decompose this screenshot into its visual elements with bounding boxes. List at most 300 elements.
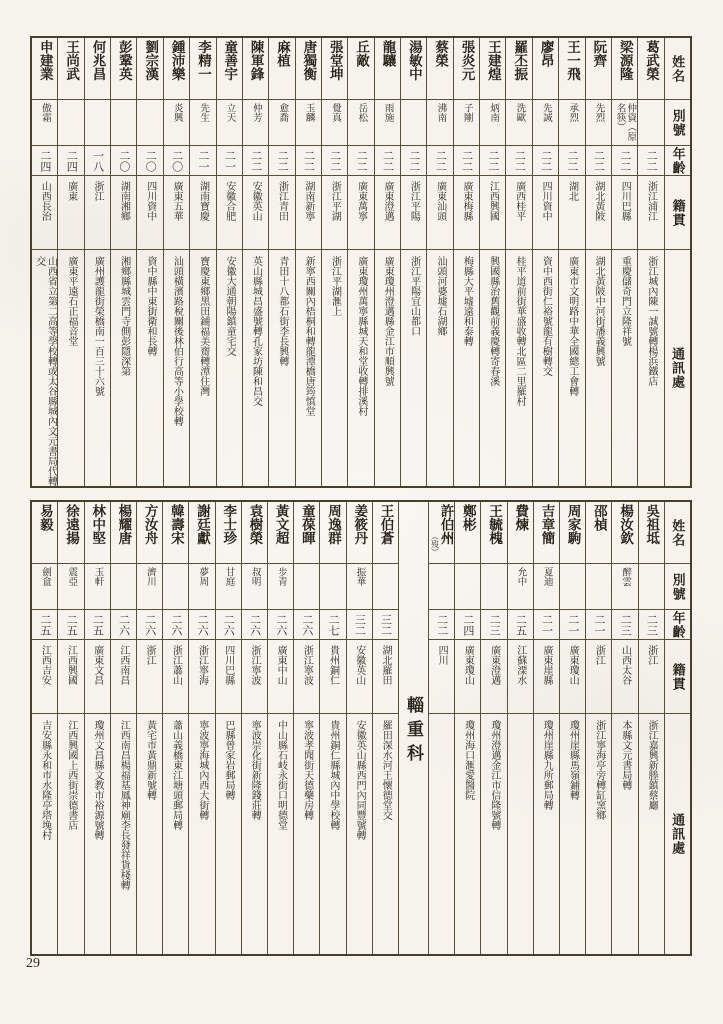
person-column [136, 502, 162, 954]
person-native-place: 廣東瓊山 [567, 645, 579, 685]
person-note: （歿） [430, 532, 440, 556]
section-divider [398, 502, 428, 954]
person-native-cell [294, 640, 319, 714]
person-address-cell [32, 250, 57, 486]
person-name-cell [401, 38, 426, 100]
person-name: 鍾沛樂 [169, 40, 185, 81]
person-age: 二二 [249, 150, 262, 172]
person-age: 二二 [328, 150, 341, 172]
person-column [242, 38, 268, 486]
person-alias-cell [586, 100, 611, 146]
person-address-cell [638, 250, 663, 486]
person-name-cell [586, 502, 611, 564]
person-name-cell [320, 502, 345, 564]
person-name-cell [296, 38, 321, 100]
person-age: 二〇 [170, 150, 183, 172]
person-age: 二六 [117, 614, 130, 636]
person-native-cell [586, 640, 611, 714]
person-native-cell [269, 176, 294, 250]
section-divider-label: 輜重科 [403, 695, 423, 768]
person-alias-cell [296, 100, 321, 146]
person-name-cell [586, 38, 611, 100]
person-column [611, 38, 637, 486]
person-address: 江西南昌楊福基鳳神廟李長發祥貨棧轉 [118, 720, 130, 890]
person-native-cell [322, 176, 347, 250]
person-age: 二三 [619, 614, 632, 636]
person-native-place: 廣東 [65, 181, 77, 201]
person-alias-cell [294, 564, 319, 610]
person-native-place: 湖北羅田 [379, 645, 391, 685]
person-address-cell [269, 250, 294, 486]
person-column [162, 502, 188, 954]
person-address: 浙江平湖滙上 [329, 256, 341, 316]
person-alias: 覺真 [329, 103, 340, 122]
person-alias: 洗歐 [514, 103, 525, 122]
person-age-cell [429, 610, 454, 640]
person-name-cell [481, 502, 506, 564]
person-alias-cell [217, 100, 242, 146]
person-address: 廣東瓊州澄邁縣金江市順興號 [382, 256, 394, 386]
person-name-cell [480, 38, 505, 100]
person-alias-cell [559, 100, 584, 146]
person-native-cell [481, 640, 506, 714]
person-native-cell [401, 176, 426, 250]
person-alias: 沸南 [435, 103, 446, 122]
person-alias-cell [612, 564, 637, 610]
person-name: 韓壽宋 [168, 504, 184, 545]
person-name-cell [454, 38, 479, 100]
person-age: 二六 [222, 614, 235, 636]
row-label-address: 通訊處 [669, 347, 685, 389]
person-address-cell [268, 714, 293, 954]
person-alias-cell [586, 564, 611, 610]
person-native-place: 廣東澄邁 [381, 181, 393, 221]
person-age-cell [320, 610, 345, 640]
person-address-cell [347, 714, 372, 954]
person-address-cell [534, 714, 559, 954]
person-address: 寧波寧海城內西大街轉 [196, 720, 208, 820]
person-alias: 步青 [275, 567, 286, 586]
person-age: 三二 [379, 614, 392, 636]
person-age-cell [296, 146, 321, 176]
person-address: 吉安縣永和市水隆亭塔堍村 [39, 720, 51, 840]
person-address: 浙江嘉興新塍鎮蔡廳 [646, 720, 658, 810]
person-age-cell [373, 610, 398, 640]
person-alias-cell [32, 100, 57, 146]
person-address-cell [612, 250, 637, 486]
person-name: 李士珍 [221, 504, 237, 545]
person-column [347, 38, 373, 486]
person-name-cell [375, 38, 400, 100]
person-name: 阮齊 [591, 40, 607, 67]
person-age: 二一 [566, 614, 579, 636]
person-address-cell [375, 250, 400, 486]
person-name: 麻植 [275, 40, 291, 67]
person-name: 梁源隆 [617, 40, 633, 81]
person-address: 重慶儲奇門立隆祥號 [619, 256, 631, 346]
person-address-cell [294, 714, 319, 954]
person-address-cell [111, 250, 136, 486]
person-age-cell [508, 610, 533, 640]
person-age-cell [111, 610, 136, 640]
person-alias-cell [58, 100, 83, 146]
person-age-cell [137, 146, 162, 176]
person-native-place: 浙江寧波 [301, 645, 313, 685]
person-native-place: 湖南湘鄉 [118, 181, 130, 221]
person-age-cell [427, 146, 452, 176]
person-column [215, 502, 241, 954]
person-age-cell [506, 146, 531, 176]
person-native-place: 廣東梅縣 [461, 181, 473, 221]
person-age-cell [85, 146, 110, 176]
person-address-cell [137, 714, 162, 954]
person-alias: 雨施 [382, 103, 393, 122]
person-age: 二四 [65, 150, 78, 172]
person-alias-cell [32, 564, 57, 610]
person-age: 二六 [196, 614, 209, 636]
person-native-place: 浙江青田 [276, 181, 288, 221]
person-age-cell [217, 146, 242, 176]
person-age-cell [189, 610, 214, 640]
person-age: 二五 [65, 614, 78, 636]
person-name: 周逸群 [326, 504, 342, 545]
person-age-cell [639, 610, 664, 640]
person-address-cell [189, 714, 214, 954]
row-label-native: 籍貫 [670, 198, 686, 227]
person-name: 許伯州 [438, 504, 454, 545]
person-column [532, 38, 558, 486]
person-name-cell [190, 38, 215, 100]
person-age: 二二 [539, 150, 552, 172]
person-native-cell [85, 176, 110, 250]
person-name: 湯敏中 [406, 40, 422, 81]
roster-table-top [30, 36, 692, 488]
person-native-place: 浙江平湖 [329, 181, 341, 221]
person-native-place: 四川巴縣 [619, 181, 631, 221]
person-address: 羅田深水河王懷德堂交 [380, 720, 392, 820]
row-label-age: 年齡 [670, 146, 686, 175]
person-native-cell [506, 176, 531, 250]
person-address: 巴縣曾家岩郵局轉 [223, 720, 235, 800]
person-age: 二〇 [117, 150, 130, 172]
person-address-cell [85, 714, 110, 954]
person-name: 葛武榮 [644, 40, 660, 81]
person-age: 二二 [435, 614, 448, 636]
person-column [57, 502, 83, 954]
person-age: 二三 [645, 614, 658, 636]
person-address-cell [481, 714, 506, 954]
person-native-place: 四川巴縣 [222, 645, 234, 685]
person-name-cell [137, 38, 162, 100]
person-name: 易毅 [37, 504, 53, 531]
person-alias: 仲芳 [250, 103, 261, 122]
row-header-column [664, 38, 690, 486]
person-address: 黃宅市黃鼎新號轉 [144, 720, 156, 800]
person-address: 資中縣中東街衛和長轉 [145, 256, 157, 356]
person-native-cell [586, 176, 611, 250]
person-alias-cell [58, 564, 83, 610]
person-age: 二六 [169, 614, 182, 636]
person-native-place: 湖北黃陂 [592, 181, 604, 221]
person-native-place: 廣東澄邁 [488, 645, 500, 685]
person-name-cell [216, 502, 241, 564]
person-address-cell [322, 250, 347, 486]
person-address-cell [58, 714, 83, 954]
person-native-place: 廣東萬寧 [355, 181, 367, 221]
person-age-cell [137, 610, 162, 640]
person-alias: 震亞 [66, 567, 77, 586]
person-address-cell [58, 250, 83, 486]
person-name-cell [32, 38, 57, 100]
row-label-native: 籍貫 [670, 662, 686, 691]
person-address: 瓊州澄邁金江市信隆號轉 [488, 720, 500, 830]
person-column [136, 38, 162, 486]
person-native-cell [189, 640, 214, 714]
person-column [319, 502, 345, 954]
person-native-cell [296, 176, 321, 250]
person-age: 二二 [407, 150, 420, 172]
person-address: 瓊州文昌縣文教市裕源號轉 [92, 720, 104, 840]
person-column [637, 38, 663, 486]
person-name: 姜筱丹 [352, 504, 368, 545]
person-name: 方汝舟 [142, 504, 158, 545]
person-alias-cell [454, 100, 479, 146]
person-native-cell [373, 640, 398, 714]
person-name: 周家駒 [565, 504, 581, 545]
person-address-cell [429, 714, 454, 954]
person-name: 申建業 [37, 40, 53, 81]
person-native-cell [480, 176, 505, 250]
person-alias-cell [268, 564, 293, 610]
person-alias-cell [534, 564, 559, 610]
person-age-cell [163, 610, 188, 640]
person-name: 何兆昌 [90, 40, 106, 81]
person-name-cell [137, 502, 162, 564]
person-alias-cell [533, 100, 558, 146]
person-native-cell [32, 640, 57, 714]
person-name: 張炎元 [459, 40, 475, 81]
person-alias-cell [506, 100, 531, 146]
person-address-cell [296, 250, 321, 486]
person-name-cell [58, 502, 83, 564]
person-native-place: 江西興國 [65, 645, 77, 685]
person-age-cell [348, 146, 373, 176]
person-age-cell [481, 610, 506, 640]
person-column [295, 38, 321, 486]
person-age: 二一 [540, 614, 553, 636]
row-label-address: 通訊處 [670, 813, 686, 855]
person-column [533, 502, 559, 954]
person-address-cell [401, 250, 426, 486]
person-age: 二二 [566, 150, 579, 172]
person-age-cell [322, 146, 347, 176]
person-column [428, 502, 454, 954]
person-address: 興國縣治舊觀前義慶轉寄春溪 [487, 256, 499, 386]
person-address: 瓊州崖縣馬嶺鋪轉 [567, 720, 579, 800]
person-native-cell [427, 176, 452, 250]
person-name: 蔡榮 [433, 40, 449, 67]
person-name: 王建煌 [485, 40, 501, 81]
person-address-cell [85, 250, 110, 486]
person-address-cell [533, 250, 558, 486]
person-address: 浙江寧海亭旁轉缸窯鄉 [593, 720, 605, 820]
person-column [480, 502, 506, 954]
person-address: 寶慶東鄉黑田鋪福美齋轉潭住灣 [197, 256, 209, 396]
person-name: 王伯蒼 [378, 504, 394, 545]
person-address-cell [586, 714, 611, 954]
person-age: 二二 [381, 150, 394, 172]
person-native-place: 安徽英山 [250, 181, 262, 221]
row-label-alias: 別號 [670, 108, 686, 137]
person-native-place: 廣西桂平 [513, 181, 525, 221]
person-address-cell [559, 250, 584, 486]
person-column [479, 38, 505, 486]
person-name: 費煉 [513, 504, 529, 531]
person-alias: 醉雲 [620, 567, 631, 586]
person-native-cell [559, 176, 584, 250]
person-alias: 立天 [224, 103, 235, 122]
person-name: 謝廷獻 [195, 504, 211, 545]
person-column [559, 502, 585, 954]
person-column [84, 38, 110, 486]
person-name: 王毓槐 [487, 504, 503, 545]
person-native-cell [612, 640, 637, 714]
person-alias-cell [269, 100, 294, 146]
page-number: 29 [26, 956, 40, 971]
person-age: 二二 [355, 150, 368, 172]
person-age-cell [586, 610, 611, 640]
person-alias-cell [480, 100, 505, 146]
person-alias: 振華 [354, 567, 365, 586]
person-column [32, 502, 57, 954]
person-column [57, 38, 83, 486]
person-name-cell [348, 38, 373, 100]
person-address: 浙江平陽宜山都口 [408, 256, 420, 336]
person-native-place: 四川資中 [144, 181, 156, 221]
person-native-cell [612, 176, 637, 250]
person-column [241, 502, 267, 954]
person-address-cell [508, 714, 533, 954]
person-name: 彭鞏英 [116, 40, 132, 81]
person-native-cell [217, 176, 242, 250]
person-name-cell [164, 38, 189, 100]
person-name-cell [58, 38, 83, 100]
person-column [400, 38, 426, 486]
person-address-cell [137, 250, 162, 486]
person-native-place: 廣東五華 [171, 181, 183, 221]
person-age-cell [375, 146, 400, 176]
person-column [84, 502, 110, 954]
person-native-cell [639, 640, 664, 714]
person-address: 桂平道前街華盛收轉北區二里羅村 [514, 256, 526, 406]
person-age-cell [164, 146, 189, 176]
person-native-cell [216, 640, 241, 714]
person-age-cell [32, 610, 57, 640]
person-address: 汕頭河婆墟石湖鄉 [434, 256, 446, 336]
person-name-cell [534, 502, 559, 564]
person-name-cell [560, 502, 585, 564]
person-alias: 仲資（原名筷） [614, 103, 636, 141]
person-column [453, 38, 479, 486]
person-name: 李精一 [195, 40, 211, 81]
person-native-cell [111, 640, 136, 714]
person-native-place: 廣東瓊山 [462, 645, 474, 685]
person-name: 林中堅 [90, 504, 106, 545]
person-column [189, 38, 215, 486]
person-age: 二六 [274, 614, 287, 636]
person-name-cell [612, 38, 637, 100]
person-native-cell [347, 640, 372, 714]
person-alias: 炳南 [488, 103, 499, 122]
person-alias-cell [638, 100, 663, 146]
person-column [268, 38, 294, 486]
person-native-place: 江西興國 [487, 181, 499, 221]
person-address-cell [190, 250, 215, 486]
person-address-cell [480, 250, 505, 486]
person-native-place: 湖南新寧 [302, 181, 314, 221]
person-native-place: 安徽合肥 [223, 181, 235, 221]
person-age-cell [533, 146, 558, 176]
person-column [163, 38, 189, 486]
person-alias-cell [137, 564, 162, 610]
person-address: 山西省立第二高等學校轉或太谷縣城內文元書局代轉交 [33, 256, 57, 486]
person-address: 本縣文元書局轉 [619, 720, 631, 790]
person-column [374, 38, 400, 486]
person-alias: 甘庭 [223, 567, 234, 586]
person-alias-cell [163, 564, 188, 610]
person-alias-cell [111, 564, 136, 610]
person-name: 廖昂 [538, 40, 554, 67]
person-native-cell [320, 640, 345, 714]
person-name-cell [612, 502, 637, 564]
person-address: 安徽英山縣西門內同豐號轉 [354, 720, 366, 840]
person-alias: 子剛 [461, 103, 472, 122]
person-address-cell [243, 250, 268, 486]
table-grid [32, 502, 690, 954]
person-alias-cell [348, 100, 373, 146]
person-native-cell [508, 640, 533, 714]
person-native-cell [243, 176, 268, 250]
person-address: 汕頭橫濱路稅關後林伯行高等小學校轉 [171, 256, 183, 426]
person-native-cell [455, 640, 480, 714]
person-column [293, 502, 319, 954]
person-name-cell [189, 502, 214, 564]
person-alias-cell [85, 100, 110, 146]
person-alias-cell [481, 564, 506, 610]
person-name-cell [243, 38, 268, 100]
person-name-cell [85, 502, 110, 564]
person-name-cell [508, 502, 533, 564]
person-name: 鄭彬 [460, 504, 476, 531]
person-age-cell [638, 146, 663, 176]
person-native-place: 浙江浦江 [645, 181, 657, 221]
person-column [32, 38, 57, 486]
person-native-cell [111, 176, 136, 250]
person-alias-cell [320, 564, 345, 610]
person-age-cell [560, 610, 585, 640]
person-address: 英山縣城昌盛號轉孔家坊陳和昌交 [250, 256, 262, 406]
person-address: 梅縣大平墟遠和泰轉 [461, 256, 473, 346]
person-native-place: 浙江蕭山 [170, 645, 182, 685]
person-alias-cell [427, 100, 452, 146]
person-column [454, 502, 480, 954]
person-name: 陳軍鋒 [248, 40, 264, 81]
person-age: 二七 [327, 614, 340, 636]
person-age: 二二 [513, 150, 526, 172]
person-name-cell [294, 502, 319, 564]
person-native-place: 廣東中山 [275, 645, 287, 685]
person-alias: 濟川 [144, 567, 155, 586]
